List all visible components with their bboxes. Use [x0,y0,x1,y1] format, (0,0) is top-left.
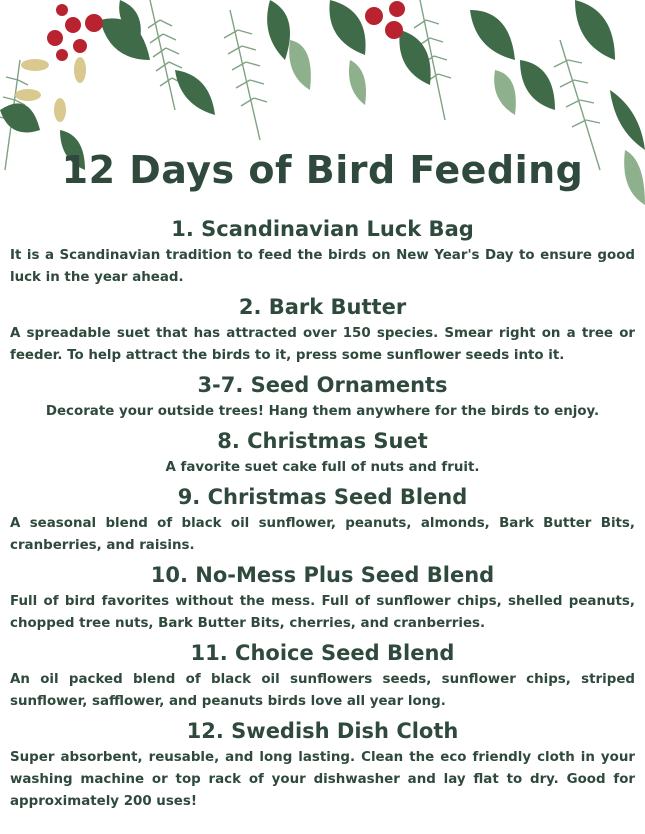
item-heading: 12. Swedish Dish Cloth [186,719,459,743]
list-item [10,214,635,289]
list-item [10,292,635,367]
item-description: Super absorbent, reusable, and long lasting. Clean the eco friendly cloth in your washing machine or top rack of your dishwasher and lay flat to dry. Good for approximately 200 uses! [10,750,635,809]
item-heading: 8. Christmas Suet [217,429,428,453]
list-item [10,482,635,557]
list-item [10,370,635,423]
item-description: A favorite suet cake full of nuts and fruit. [165,460,480,475]
item-heading: 3-7. Seed Ornaments [197,373,448,397]
item-heading: 11. Choice Seed Blend [190,641,455,665]
item-heading: 2. Bark Butter [238,295,407,319]
page-title: 12 Days of Bird Feeding [61,148,584,192]
item-description: A seasonal blend of black oil sunflower, peanuts, almonds, Bark Butter Bits, cranberries, and raisins. [10,516,635,553]
item-description: A spreadable suet that has attracted over 150 species. Smear right on a tree or feeder. To help attract the birds to it, press some sunflower seeds into it. [10,326,635,363]
item-description: It is a Scandinavian tradition to feed the birds on New Year's Day to ensure good luck in the year ahead. [10,248,635,285]
item-description: Full of bird favorites without the mess. Full of sunflower chips, shelled peanuts, chopped tree nuts, Bark Butter Bits, cherries, and cranberries. [10,594,635,631]
item-description: Decorate your outside trees! Hang them anywhere for the birds to enjoy. [45,404,600,419]
item-description: An oil packed blend of black oil sunflowers seeds, sunflower chips, striped sunflower, safflower, and peanuts birds love all year long. [10,672,635,709]
item-heading: 10. No-Mess Plus Seed Blend [150,563,495,587]
item-heading: 9. Christmas Seed Blend [177,485,468,509]
item-heading: 1. Scandinavian Luck Bag [171,217,474,241]
list-item [10,716,635,813]
feeding-list [10,214,635,813]
list-item [10,426,635,479]
list-item [10,638,635,713]
list-item [10,560,635,635]
